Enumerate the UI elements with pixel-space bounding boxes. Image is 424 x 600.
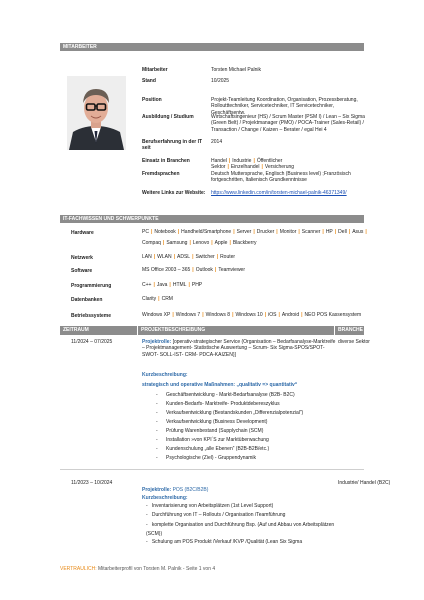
project-subtitle: strategisch und operative Maßnahmen: „qualitativ => quantitativ“ (142, 382, 298, 388)
hw-item: HP (325, 229, 333, 235)
label-programmierung: Programmierung (71, 283, 112, 289)
bullet-item: - Inventarisierung von Arbeitsplätzen (1st Level Support) (146, 503, 274, 509)
value-mitarbeiter: Torsten Michael Palnik (211, 67, 262, 73)
net-item: ADSL (177, 254, 191, 260)
label-hardware: Hardware (71, 230, 94, 236)
prog-item: C++ (142, 282, 152, 288)
column-header-branche (335, 326, 364, 335)
value-einsatz-branchen (211, 158, 366, 171)
hw-item: Drucker (256, 229, 275, 235)
header-label: ZEITRAUM (63, 327, 89, 333)
branche-item: Öffentlicher Sektor (211, 158, 283, 171)
value-software: MS Office 2003 – 365 | Outlook | Teamviewer (142, 267, 246, 273)
label-netzwerk: Netzwerk (71, 255, 93, 261)
hw-item: Samsung (166, 240, 188, 246)
project-branche: diverse Sektor (338, 339, 370, 345)
hw-item: Apple (214, 240, 228, 246)
label-mitarbeiter: Mitarbeiter (142, 67, 168, 73)
project-branche: Industrie/ Handel (B2C) (338, 480, 391, 486)
label-fremdsprachen: Fremdsprachen (142, 171, 180, 177)
project-period: 11/2023 – 10/2024 (71, 480, 113, 486)
hw-item: Dell (338, 229, 347, 235)
value-netzwerk: LAN | WLAN | ADSL | Switcher | Router (142, 254, 236, 260)
row-divider (60, 469, 364, 470)
os-item: iOS (268, 312, 277, 318)
os-item: Windows 10 (235, 312, 263, 318)
employee-photo (67, 76, 126, 150)
section-title: MITARBEITER (63, 44, 97, 50)
bullet-item: - Schulung am POS Produkt /Verkauf /KVP /Qualität (Lean Six Sigma (146, 539, 303, 545)
os-item: Android (281, 312, 300, 318)
bullet-item: - Prüfung Warenbestand (Supplychain (SCM) (156, 428, 264, 434)
section-header-mitarbeiter (60, 43, 364, 51)
header-label: PROJEKTBESCHREIBUNG (141, 327, 206, 333)
value-ausbildung: Wirtschaftsingenieur (HS) / Scrum Master (PSM I) / Lean – Six Sigma (Green Belt) / Projektmanager (PMO) / POCA-Trainer (Sales-Retail) / Transaction / Change / Kaizen – Berater / egal Hei 4 (211, 114, 365, 133)
project-description (142, 487, 338, 493)
branche-item: Versicherung (264, 164, 295, 171)
bullet-item: - Geschäftsentwicklung - Markt-Bedarfsanalyse (B2B- B2C) (156, 392, 295, 398)
prog-item: Java (156, 282, 168, 288)
column-header-zeitraum (60, 326, 137, 335)
rolle-label: Projektrolle: (142, 339, 172, 345)
net-item: WLAN (157, 254, 172, 260)
hw-item: Notebook (154, 229, 176, 235)
label-software: Software (71, 268, 93, 274)
net-item: Router (220, 254, 236, 260)
db-item: Clarity (142, 296, 157, 302)
bullet-item: - Kunden-Bedarfs- Marktreife- Produktdebereszyklus (156, 401, 280, 407)
column-header-projekt (138, 326, 334, 335)
value-position: Projekt-Teamleitung Koordination, Organisation, Prozessberatung, Rolloutttechniker, Servicetechniker, IT Servicetechniker, Geschäftsentw. (211, 97, 358, 116)
value-programmierung: C++ | Java | HTML | PHP (142, 282, 203, 288)
project-description (142, 339, 338, 358)
sw-item: Teamviewer (218, 267, 246, 273)
hw-item: Blackberry (232, 240, 257, 246)
value-datenbanken: Clarity | CRM (142, 296, 173, 302)
bullet-item: - Verkaufsentwicklung (Bestandskunden „Differenzialpotenzial“) (156, 410, 304, 416)
project-period: 11/2024 – 07/2025 (71, 339, 113, 345)
branche-item: Einzelhandel (230, 164, 260, 171)
header-label: BRANCHE (338, 327, 363, 333)
rolle-label: Projektrolle: (142, 487, 172, 493)
kurzbeschreibung-label: Kurzbeschreibung: (142, 495, 188, 501)
label-betriebssysteme: Betriebssysteme (71, 313, 112, 319)
prog-item: PHP (191, 282, 203, 288)
linkedin-link[interactable]: https://www.linkedin.com/in/torsten-michael-palnik-46371349/ (211, 190, 347, 196)
prog-item: HTML (172, 282, 187, 288)
branche-item: Handel (211, 158, 227, 164)
confidential-label: VERTRAULICH: (60, 566, 97, 572)
hw-item: Monitor (279, 229, 297, 235)
label-ausbildung: Ausbildung / Studium (142, 114, 194, 120)
bullet-item: - Verkaufsentwicklung (Business Development) (156, 419, 268, 425)
footer-text: Mitarbeiterprofil von Torsten M. Palnik - Seite 1 von 4 (97, 566, 216, 572)
kurzbeschreibung-label: Kurzbeschreibung: (142, 372, 188, 378)
label-weitere-links: Weitere Links zur Website: (142, 190, 206, 196)
separator: | (261, 164, 263, 171)
hw-item: Scanner (301, 229, 321, 235)
bullet-item: - Kundenschulung „alle Ebenen“ (B2B-B2B/etc.) (156, 446, 270, 452)
separator: | (228, 158, 231, 164)
value-betriebssysteme: Windows XP | Windows 7 | Windows 8 | Windows 10 | iOS | Android | NEO POS Kassensystem (142, 312, 362, 318)
rolle-text: POS (B2C/B2B) (172, 487, 209, 493)
label-stand: Stand (142, 78, 156, 84)
rolle-text: [operativ-strategischer Service (Organisation – Bedarfsanalyse-Marktreife – Projektmanagement- Statistische Auswertung – Scrum- Six Sigma-SPOS/SPOT- SWOT- SOLL-IST- CRM- PDCA-KAIZEN)] (142, 339, 336, 358)
separator: | (253, 158, 255, 164)
net-item: LAN (142, 254, 152, 260)
os-item: Windows XP (142, 312, 171, 318)
hw-item: Lenovo (192, 240, 210, 246)
hw-item: Server (236, 229, 252, 235)
page-footer (60, 566, 215, 572)
net-item: Switcher (195, 254, 215, 260)
bullet-item: - Psychologische (Ziel) - Gruppendynamik (156, 455, 257, 461)
section-header-it (60, 215, 364, 223)
value-berufserfahrung: 2014 (211, 139, 223, 145)
portrait-image (67, 76, 126, 150)
hw-item: PC (142, 229, 149, 235)
sw-item: Outlook (195, 267, 213, 273)
label-einsatz-branchen: Einsatz in Branchen (142, 158, 190, 164)
branche-item: Industrie (232, 158, 252, 164)
os-item: NEO POS Kassensystem (304, 312, 362, 318)
bullet-item: - komplette Organisation und Durchführung Bsp. (Auf und Abbau von Arbeitsplätzen (SCM)) (146, 522, 335, 537)
bullet-item: - Installation »von KPI´S zur Marktüberwachung (156, 437, 269, 443)
os-item: Windows 7 (175, 312, 201, 318)
hw-item: Handheld/Smartphone (181, 229, 232, 235)
hw-item: Asus (352, 229, 364, 235)
bullet-item: - Durchführung von IT – Rollouts / Organisation /Teamführung (146, 512, 286, 518)
label-datenbanken: Datenbanken (71, 297, 103, 303)
label-berufserfahrung: Berufserfahrung in der IT seit (142, 139, 203, 152)
hw-item: Compaq (142, 240, 161, 246)
value-hardware: PC | Notebook | Handheld/Smartphone | Server | Drucker | Monitor | Scanner | HP | Dell | Asus | Compaq | Samsung | Lenovo | Apple | Blackberry (142, 229, 367, 246)
value-fremdsprachen: Deutsch Muttersprache, Englisch (Business level) ;Französisch fortgeschritten, Italienisch Grundkenntnisse (211, 171, 351, 184)
db-item: CRM (161, 296, 173, 302)
sw-item: MS Office 2003 – 365 (142, 267, 191, 273)
os-item: Windows 8 (205, 312, 231, 318)
value-stand: 10/2025 (211, 78, 230, 84)
label-position: Position (142, 97, 162, 103)
website-link[interactable] (211, 190, 366, 196)
section-title: IT-FACHWISSEN UND SCHWERPUNKTE (63, 216, 159, 222)
separator: | (227, 164, 229, 171)
